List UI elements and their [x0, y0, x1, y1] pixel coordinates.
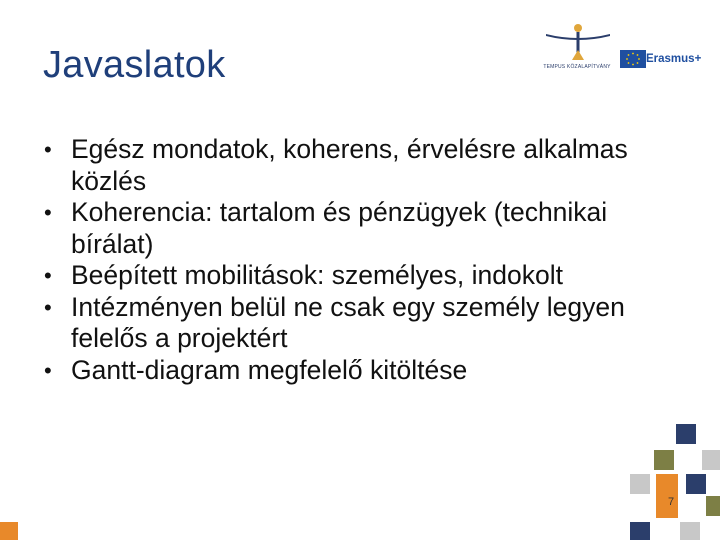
partner-logos — [540, 20, 710, 80]
bullet-list — [44, 134, 684, 386]
bullet-icon: • — [44, 200, 52, 225]
eu-flag-icon — [620, 50, 646, 68]
bullet-text: Egész mondatok, koherens, érvelésre alkalmas közlés — [71, 134, 628, 196]
bullet-item — [44, 197, 684, 260]
tempus-logo-text: TEMPUS KÖZALAPÍTVÁNY — [543, 64, 611, 70]
decor-square — [630, 474, 650, 494]
decor-square — [654, 450, 674, 470]
decor-square — [630, 522, 650, 540]
bullet-icon: • — [44, 137, 52, 162]
erasmus-logo-text: Erasmus+ — [646, 53, 702, 65]
decor-square — [680, 522, 700, 540]
decor-square — [702, 450, 720, 470]
bullet-icon: • — [44, 294, 52, 320]
bullet-text: Beépített mobilitások: személyes, indokolt — [71, 260, 563, 290]
slide-title: Javaslatok — [43, 44, 226, 86]
bullet-item — [44, 292, 684, 355]
decor-square — [686, 474, 706, 494]
page-number: 7 — [668, 496, 675, 508]
bullet-icon: • — [44, 263, 52, 288]
decor-square — [656, 474, 678, 518]
bullet-text: Koherencia: tartalom és pénzügyek (technikai bírálat) — [71, 197, 608, 259]
bullet-text: Gantt-diagram megfelelő kitöltése — [71, 354, 468, 385]
bullet-item — [44, 355, 684, 387]
decor-square — [0, 522, 18, 540]
bullet-text: Intézményen belül ne csak egy személy legyen felelős a projektért — [71, 291, 625, 353]
bullet-icon: • — [44, 357, 52, 383]
bullet-item — [44, 134, 684, 197]
decor-square — [676, 424, 696, 444]
decor-square — [706, 496, 720, 516]
bullet-item — [44, 260, 684, 292]
